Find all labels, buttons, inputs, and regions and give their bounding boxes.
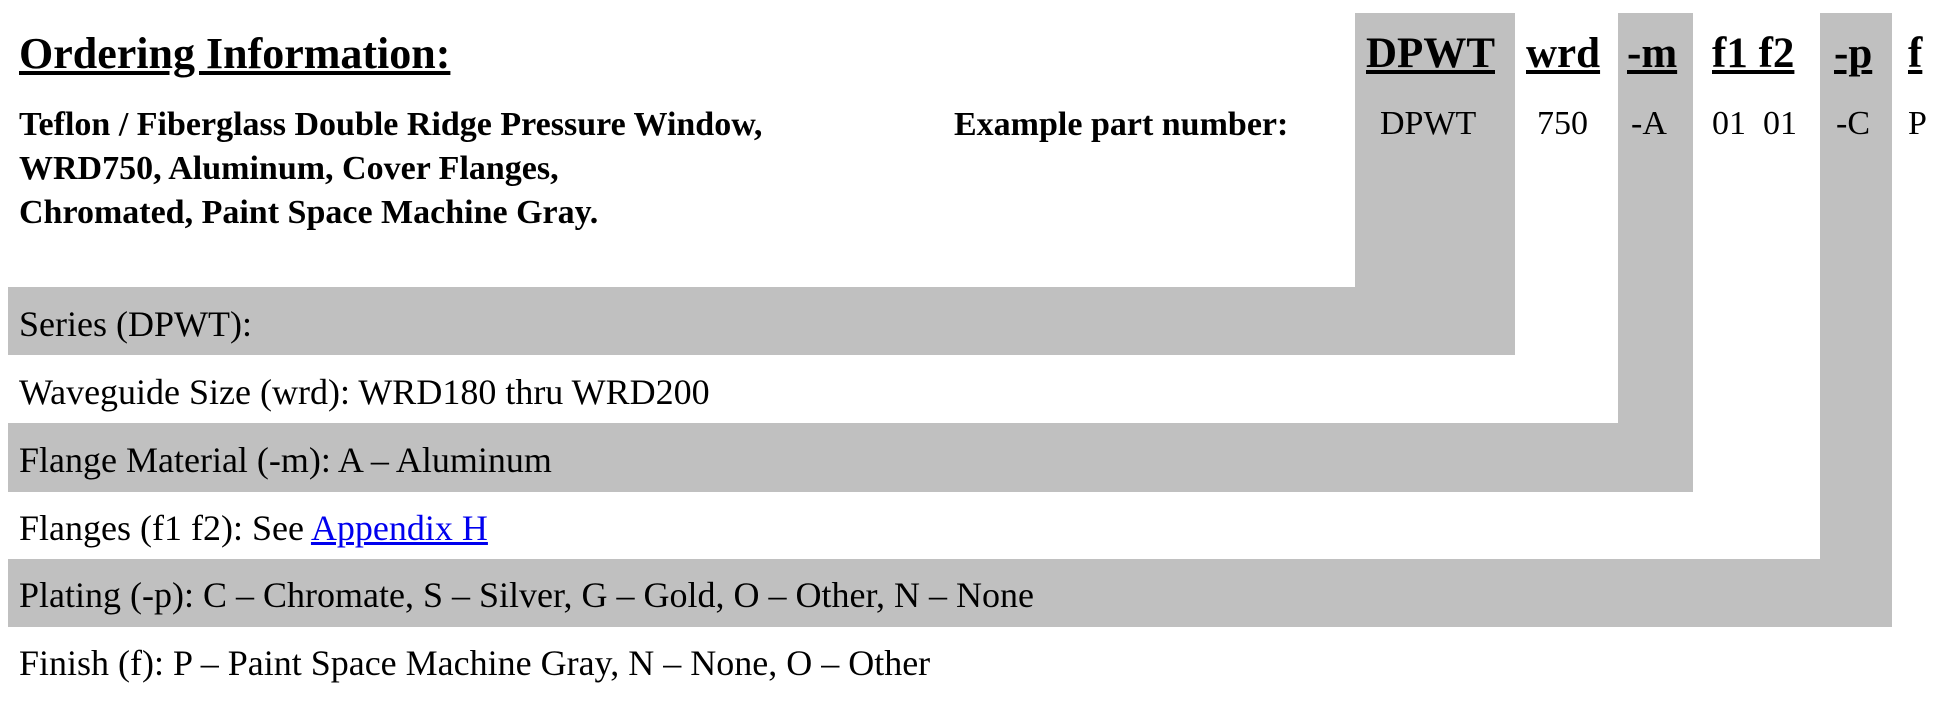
code-header-finish: f	[1908, 30, 1923, 77]
example-value-flanges: 01 01	[1712, 105, 1797, 142]
finish-row-label: Finish (f): P – Paint Space Machine Gray, N – None, O – Other	[19, 643, 931, 683]
code-header-wrd: wrd	[1526, 30, 1601, 77]
code-header-flanges: f1 f2	[1712, 30, 1795, 77]
example-value-plating: -C	[1836, 105, 1870, 142]
flanges-row	[19, 510, 488, 546]
example-value-wrd: 750	[1537, 105, 1588, 142]
series-row-label: Series (DPWT):	[19, 304, 252, 344]
waveguide-size-row-label: Waveguide Size (wrd): WRD180 thru WRD200	[19, 372, 710, 412]
description-line: WRD750, Aluminum, Cover Flanges,	[19, 150, 559, 187]
description-line: Teflon / Fiberglass Double Ridge Pressure Window,	[19, 106, 763, 143]
description-line: Chromated, Paint Space Machine Gray.	[19, 194, 599, 231]
plating-row-label: Plating (-p): C – Chromate, S – Silver, G – Gold, O – Other, N – None	[19, 575, 1035, 615]
appendix-h-link[interactable]: Appendix H	[310, 508, 488, 548]
flange-material-row-label: Flange Material (-m): A – Aluminum	[19, 440, 552, 480]
example-value-material: -A	[1631, 105, 1667, 142]
example-value-finish: P	[1908, 105, 1927, 142]
m-column-shade	[1618, 13, 1693, 492]
page-title: Ordering Information:	[19, 29, 451, 78]
code-header-material: -m	[1627, 30, 1678, 77]
example-part-number-label: Example part number:	[954, 106, 1289, 143]
example-value-series: DPWT	[1380, 105, 1477, 142]
code-header-series: DPWT	[1366, 30, 1495, 77]
code-header-plating: -p	[1834, 30, 1873, 77]
flanges-row-label: Flanges (f1 f2): See	[19, 508, 311, 548]
product-description	[19, 103, 762, 235]
